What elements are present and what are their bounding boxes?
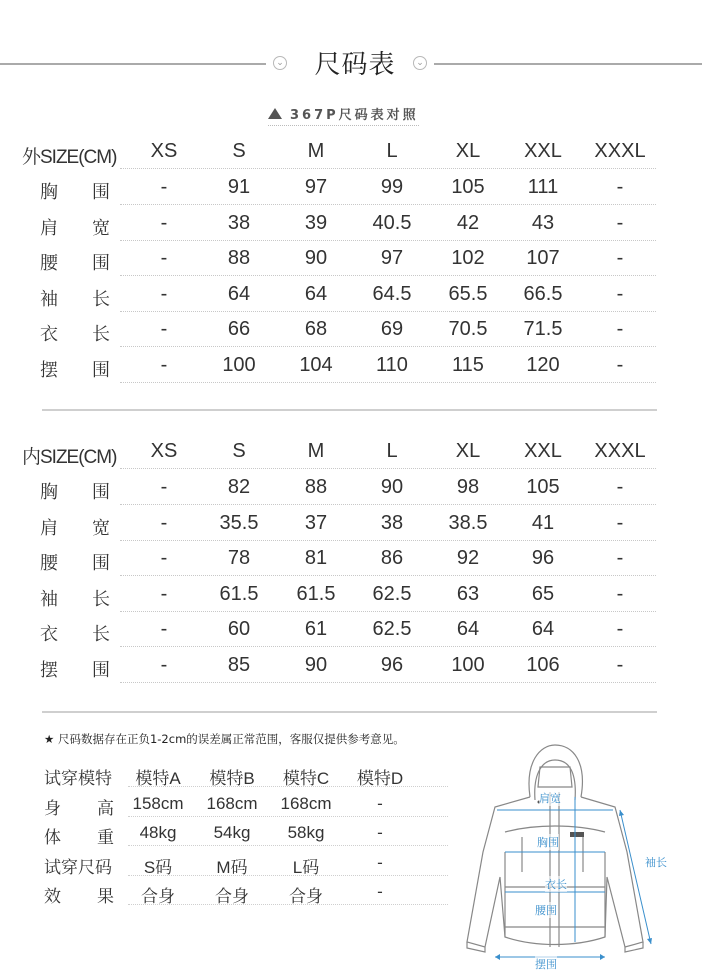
section-divider [42, 711, 657, 713]
table-cell: 69 [380, 318, 404, 340]
row-label-char: 长 [92, 624, 110, 645]
row-dotted-rule [128, 845, 448, 846]
model-cell: - [377, 852, 383, 872]
table-row [0, 614, 702, 650]
table-cell: 120 [526, 353, 560, 376]
model-cell: 模特C [282, 769, 330, 788]
table-cell: 96 [531, 547, 555, 569]
table-cell: 115 [452, 353, 484, 376]
model-cell: 合身 [215, 887, 249, 906]
table-cell: - [160, 318, 168, 340]
row-label-char: 围 [92, 182, 110, 203]
model-row-label-text: 试穿模特 [44, 769, 112, 789]
column-header: XS [150, 440, 178, 462]
model-row-label [44, 764, 114, 789]
chevron-down-icon: ⌄ [273, 56, 287, 70]
row-dotted-rule [120, 682, 656, 683]
row-label-char: 胸 [40, 482, 58, 503]
row-label [40, 178, 110, 204]
section-divider [42, 409, 657, 411]
row-dotted-rule [120, 575, 656, 576]
table-cell: 65 [531, 582, 555, 605]
model-cell: - [377, 823, 383, 842]
row-label-char: 围 [92, 359, 110, 381]
table-cell: - [616, 618, 624, 640]
row-dotted-rule [128, 875, 448, 876]
row-dotted-rule [128, 816, 448, 817]
model-row-label-text: 重 [97, 828, 114, 848]
table-cell: - [160, 211, 168, 234]
table-row [0, 279, 702, 315]
row-label [40, 249, 110, 275]
table-cell: - [616, 582, 624, 605]
table-cell: 110 [376, 353, 408, 376]
table-cell: 91 [227, 176, 251, 198]
row-label [40, 585, 110, 611]
table-cell: 63 [456, 582, 480, 605]
row-dotted-rule [120, 168, 656, 169]
table-cell: 61.5 [296, 582, 336, 605]
jacket-measurement-diagram [455, 742, 695, 978]
table-cell: 90 [380, 476, 404, 498]
row-dotted-rule [120, 504, 656, 505]
table-cell: 61.5 [219, 582, 259, 605]
table-cell: 64.5 [372, 282, 412, 305]
sleeve-length-label: 袖长 [645, 856, 667, 869]
chest-label: 胸围 [537, 836, 559, 849]
table-cell: 68 [304, 318, 328, 340]
table-cell: 106 [526, 653, 560, 676]
model-row [0, 760, 460, 789]
table-cell: 64 [456, 618, 480, 640]
table-cell: 61 [304, 618, 328, 640]
table-row [0, 172, 702, 208]
header-rule-right [434, 63, 702, 65]
table-row [0, 208, 702, 244]
model-row-label-text: 高 [97, 798, 114, 819]
row-label [40, 656, 110, 682]
subtitle-text: 367P尺码表对照 [290, 108, 419, 123]
row-label-char: 腰 [40, 553, 58, 574]
table-cell: 88 [227, 247, 251, 269]
table-cell: 38 [380, 511, 404, 534]
table-cell: 71.5 [523, 318, 563, 340]
row-label-char: 围 [92, 482, 110, 503]
row-label [40, 549, 110, 575]
table-cell: 41 [531, 511, 555, 534]
model-row [0, 878, 460, 907]
model-cell: M码 [216, 857, 248, 877]
row-label-char: 袖 [40, 588, 58, 610]
table-cell: 85 [227, 653, 251, 676]
column-header: L [386, 140, 398, 162]
table-row [0, 508, 702, 544]
table-cell: 81 [304, 547, 328, 569]
row-dotted-rule [120, 311, 656, 312]
table-row [0, 650, 702, 686]
table-cell: - [160, 282, 168, 305]
header-rule-left [0, 63, 266, 65]
table-row [0, 472, 702, 508]
table-cell: 66.5 [523, 282, 563, 305]
row-label [40, 214, 110, 240]
page-title: 尺码表 [314, 50, 396, 80]
row-dotted-rule [128, 786, 448, 787]
model-cell: 模特B [209, 769, 255, 788]
table-cell: 111 [527, 176, 559, 198]
table-row [0, 314, 702, 350]
model-cell: - [377, 793, 383, 813]
table-cell: 99 [380, 176, 404, 198]
table-cell: 98 [456, 476, 480, 498]
model-row-label [44, 853, 114, 878]
table-cell: 35.5 [219, 511, 259, 534]
table-cell: 96 [380, 653, 404, 676]
table-row [0, 543, 702, 579]
table-cell: - [160, 547, 168, 569]
model-cell: - [377, 882, 383, 901]
row-label-char: 胸 [40, 182, 58, 203]
model-row-label-text: 果 [97, 887, 114, 907]
table-cell: 64 [304, 282, 328, 305]
row-dotted-rule [120, 468, 656, 469]
table-cell: 97 [304, 176, 328, 198]
column-header: XL [455, 140, 481, 162]
table-cell: - [616, 353, 624, 376]
mountain-icon [268, 108, 282, 119]
body-length-label: 衣长 [545, 878, 567, 891]
waist-label: 腰围 [535, 904, 557, 917]
model-row [0, 819, 460, 848]
hem-label: 摆围 [535, 958, 557, 971]
model-cell: 模特D [356, 769, 404, 788]
table-cell: 107 [526, 247, 560, 269]
row-dotted-rule [120, 611, 656, 612]
table-cell: 86 [380, 547, 404, 569]
row-label [40, 285, 110, 311]
model-cell: 合身 [289, 887, 323, 906]
row-dotted-rule [120, 382, 656, 383]
row-label-char: 衣 [40, 624, 58, 645]
model-cell: 模特A [135, 769, 181, 788]
column-header: XXL [524, 440, 562, 462]
subtitle [268, 104, 419, 126]
table-cell: 62.5 [372, 618, 412, 640]
row-label [40, 620, 110, 646]
table-cell: - [616, 211, 624, 234]
column-header: XL [455, 440, 481, 462]
model-row-label-text: 身 [44, 798, 61, 819]
row-dotted-rule [120, 540, 656, 541]
table-cell: - [616, 547, 624, 569]
column-header: XS [150, 140, 178, 162]
row-label [40, 478, 110, 504]
table-cell: 90 [304, 247, 328, 269]
table-cell: 70.5 [448, 318, 488, 340]
model-row-label-text: 效 [44, 887, 61, 907]
table-cell: 92 [456, 547, 480, 569]
model-cell: 48kg [139, 823, 177, 842]
table-cell: - [616, 176, 624, 198]
row-label [40, 356, 110, 382]
row-label [40, 514, 110, 540]
table-cell: 97 [380, 247, 404, 269]
row-label-char: 长 [92, 288, 110, 310]
model-row-label [44, 794, 114, 819]
size-disclaimer-note: ★ 尺码数据存在正负1-2cm的误差属正常范围，客服仅提供参考意见。 [44, 732, 405, 746]
table-header-row [0, 436, 702, 472]
column-header: S [232, 140, 246, 162]
table-cell: 60 [227, 618, 251, 640]
column-header: M [307, 440, 325, 462]
model-cell: 168cm [206, 793, 258, 813]
table-label: 外SIZE(CM) [22, 147, 117, 168]
table-cell: 37 [304, 511, 328, 534]
table-cell: - [160, 353, 168, 376]
column-header: L [386, 440, 398, 462]
table-cell: 105 [451, 176, 485, 198]
row-label-char: 围 [92, 659, 110, 681]
row-dotted-rule [120, 346, 656, 347]
row-label-char: 摆 [40, 359, 58, 381]
model-row-label [44, 823, 114, 848]
shoulder-width-label: 肩宽 [539, 792, 561, 805]
table-row [0, 350, 702, 386]
table-cell: 104 [299, 353, 333, 376]
row-label-char: 长 [92, 588, 110, 610]
model-cell: S码 [143, 857, 173, 877]
model-cell: 54kg [213, 823, 251, 842]
model-cell: 168cm [280, 793, 332, 813]
model-row [0, 790, 460, 819]
model-cell: 58kg [287, 823, 325, 842]
row-dotted-rule [128, 904, 448, 905]
column-header: XXXL [594, 140, 646, 162]
column-header: S [232, 440, 246, 462]
column-header: XXXL [594, 440, 646, 462]
table-cell: 88 [304, 476, 328, 498]
table-cell: 90 [304, 653, 328, 676]
row-dotted-rule [120, 204, 656, 205]
table-cell: - [160, 511, 168, 534]
table-cell: 100 [451, 653, 485, 676]
table-cell: 64 [531, 618, 555, 640]
table-cell: - [160, 618, 168, 640]
row-label-char: 摆 [40, 659, 58, 681]
table-cell: - [616, 318, 624, 340]
row-label-char: 宽 [92, 517, 110, 539]
row-dotted-rule [120, 240, 656, 241]
row-label-char: 肩 [40, 217, 58, 239]
row-label-char: 围 [92, 553, 110, 574]
chevron-down-icon: ⌄ [413, 56, 427, 70]
row-label-char: 衣 [40, 324, 58, 345]
table-cell: - [160, 247, 168, 269]
table-row [0, 579, 702, 615]
table-cell: 39 [304, 211, 328, 234]
table-cell: - [616, 653, 624, 676]
table-cell: 65.5 [448, 282, 488, 305]
row-label-char: 长 [92, 324, 110, 345]
column-header: XXL [524, 140, 562, 162]
model-row [0, 849, 460, 878]
model-row-label-text: 体 [44, 828, 61, 848]
row-label-char: 宽 [92, 217, 110, 239]
table-cell: - [616, 247, 624, 269]
row-dotted-rule [120, 646, 656, 647]
model-row-label [44, 882, 114, 907]
model-cell: L码 [292, 857, 320, 877]
table-cell: - [160, 653, 168, 676]
row-dotted-rule [120, 275, 656, 276]
row-label [40, 320, 110, 346]
table-cell: - [160, 582, 168, 605]
row-label-char: 袖 [40, 288, 58, 310]
model-row-label-text: 试穿尺码 [44, 857, 112, 878]
table-cell: - [160, 476, 168, 498]
table-label: 内SIZE(CM) [22, 447, 117, 468]
model-cell: 合身 [141, 887, 175, 906]
table-cell: 62.5 [372, 582, 412, 605]
table-cell: 40.5 [372, 211, 412, 234]
table-cell: - [160, 176, 168, 198]
table-cell: 100 [222, 353, 256, 376]
table-header-row [0, 136, 702, 172]
table-cell: 66 [227, 318, 251, 340]
table-cell: 102 [451, 247, 485, 269]
model-cell: 158cm [132, 793, 184, 813]
row-label-char: 围 [92, 253, 110, 274]
table-cell: 78 [227, 547, 251, 569]
table-row [0, 243, 702, 279]
table-cell: - [616, 511, 624, 534]
table-cell: 38.5 [448, 511, 488, 534]
table-cell: 105 [526, 476, 560, 498]
table-cell: 82 [227, 476, 251, 498]
row-label-char: 肩 [40, 517, 58, 539]
row-label-char: 腰 [40, 253, 58, 274]
table-cell: 64 [227, 282, 251, 305]
table-cell: 42 [456, 211, 480, 234]
table-cell: 38 [227, 211, 251, 234]
table-cell: 43 [531, 211, 555, 234]
table-cell: - [616, 476, 624, 498]
column-header: M [307, 140, 325, 162]
table-cell: - [616, 282, 624, 305]
